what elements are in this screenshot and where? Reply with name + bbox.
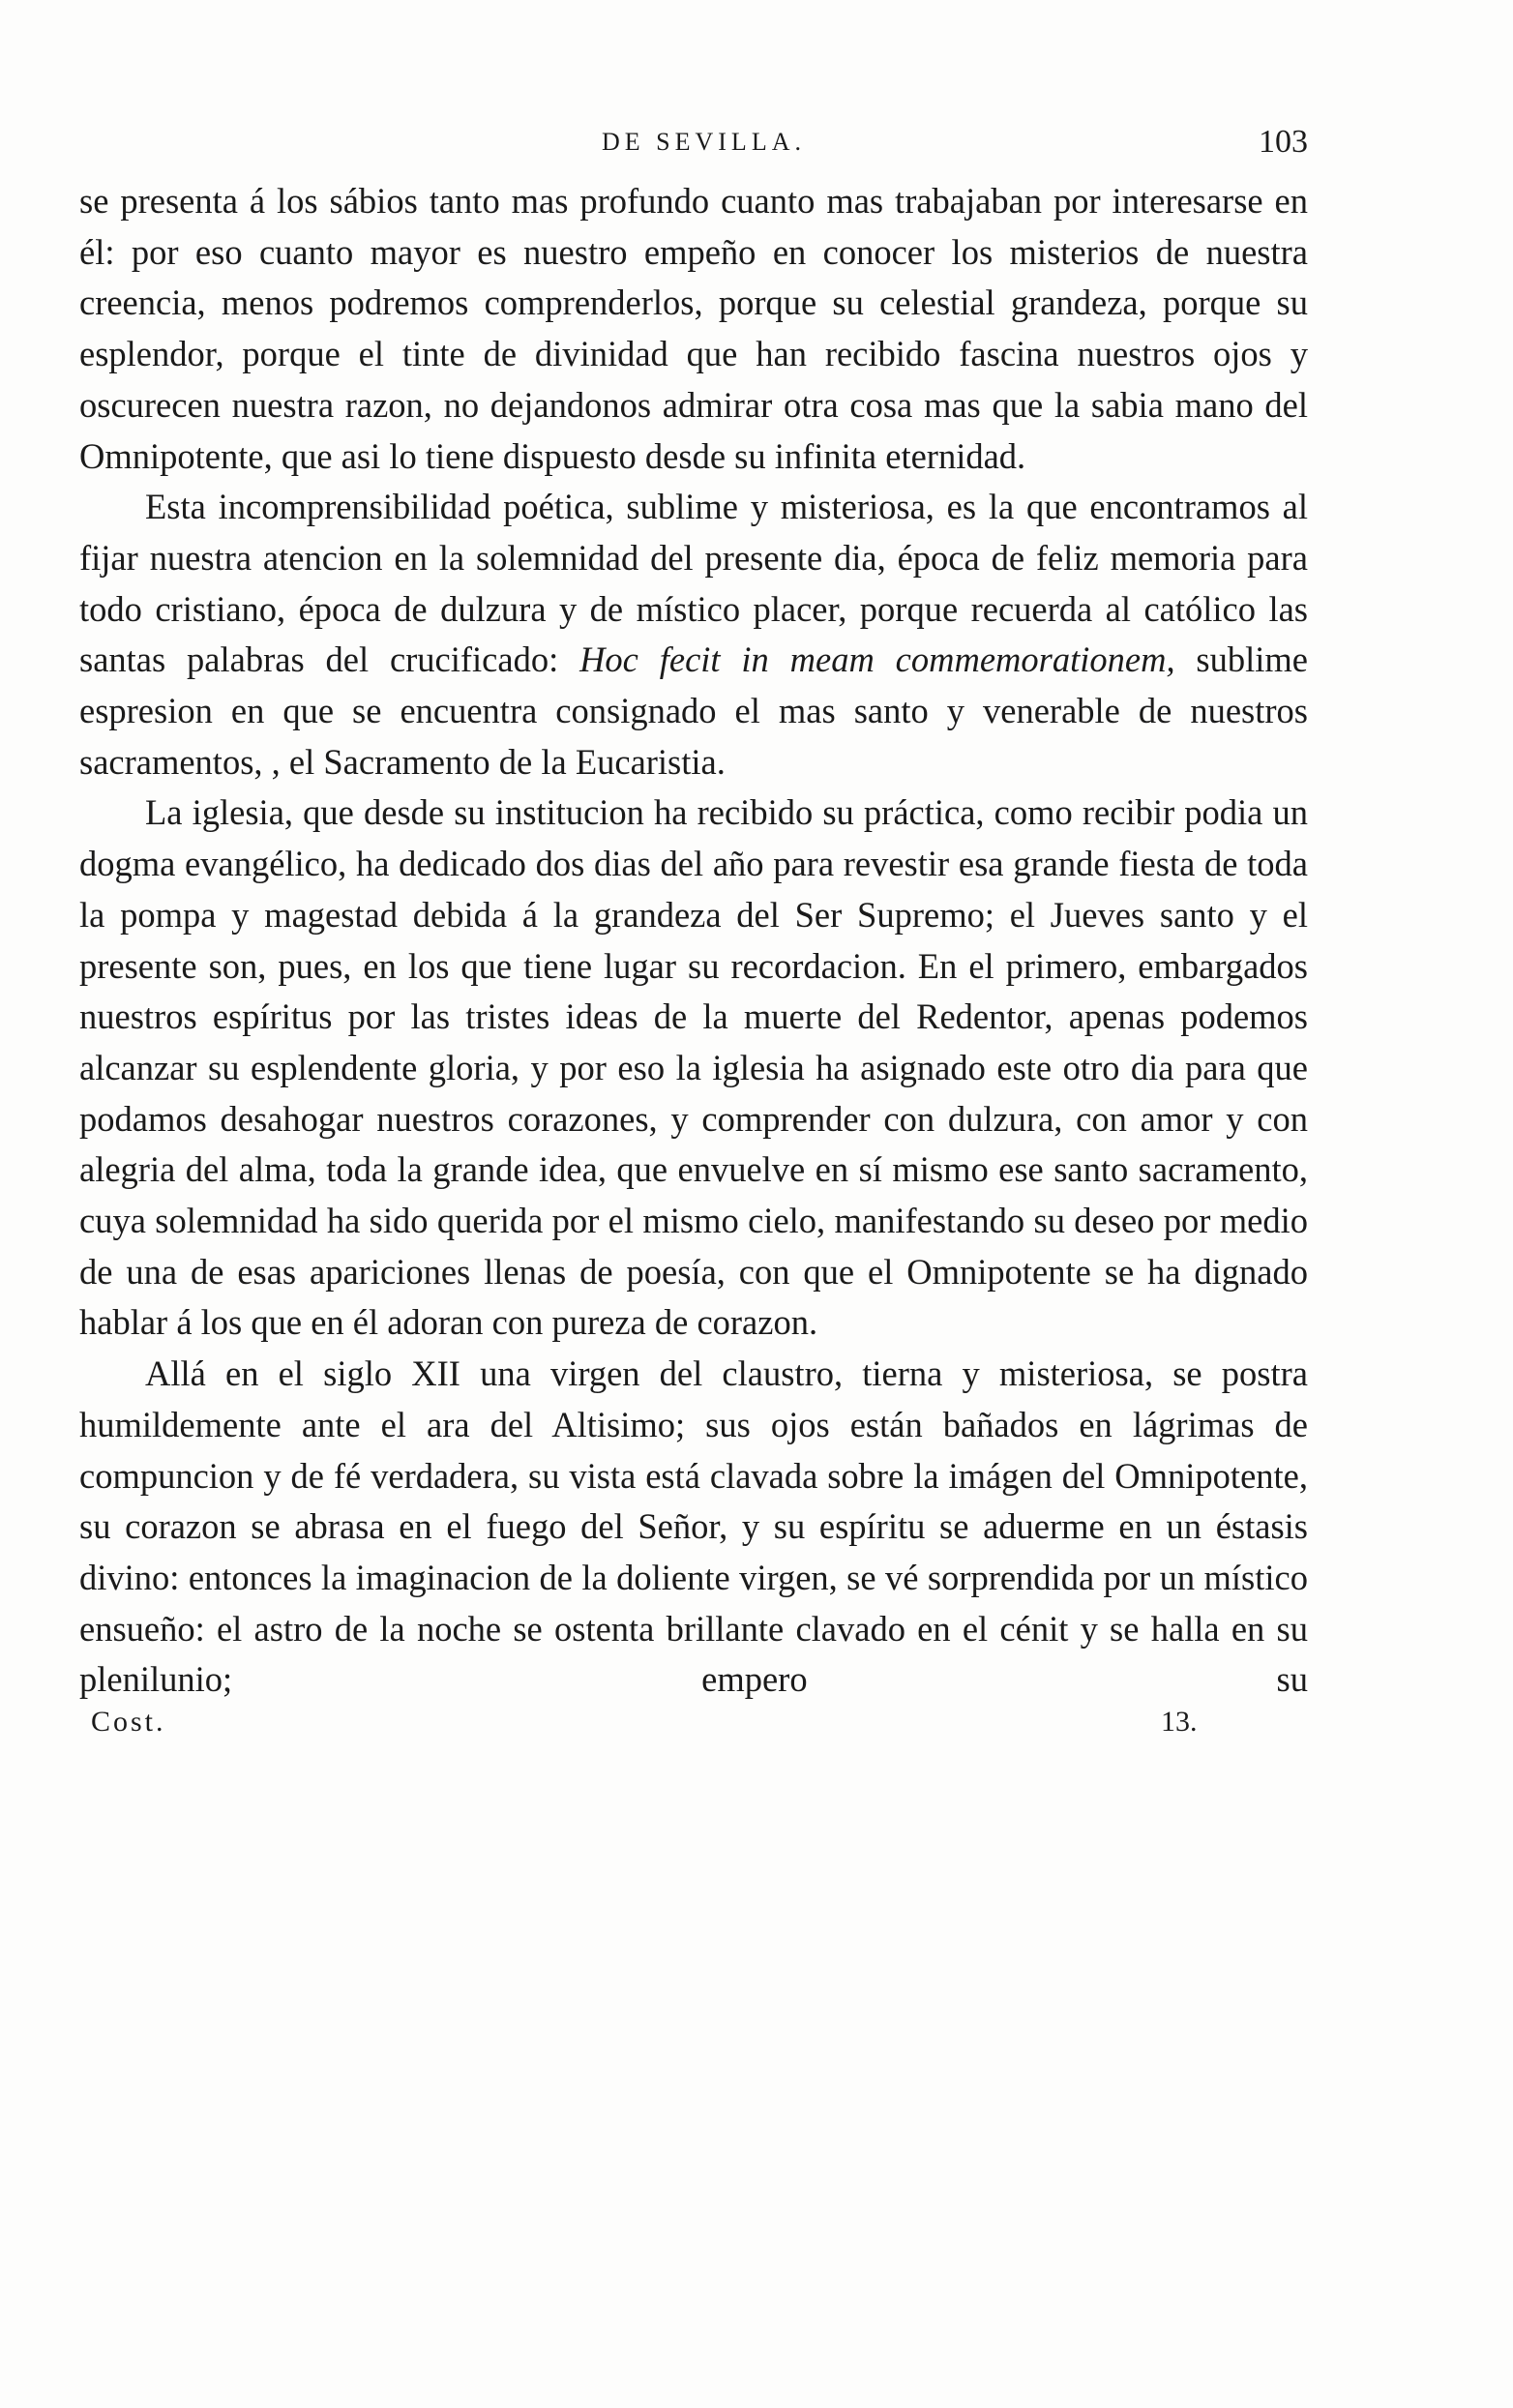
paragraph-3 (79, 788, 1308, 1349)
paragraph-1 (79, 176, 1308, 482)
paragraph-2-text-before: Esta incomprensibilidad poética, sublime y misteriosa, es la que encontramos al fijar nuestra atencion en la solemnidad del presente dia, época de feliz memoria para todo cristiano, época de dulzura y de místico placer, porque recuerda al católico las santas palabras del crucificado: (79, 487, 1308, 680)
running-head (79, 124, 1308, 170)
paragraph-2 (79, 482, 1308, 788)
signature-left: Cost. (91, 1706, 166, 1739)
running-title: DE SEVILLA. (602, 128, 806, 156)
signature-right: 13. (1161, 1706, 1198, 1739)
paragraph-2-text-after: sublime espresion en que se encuentra consignado el mas santo y venerable de nuestros sacramentos, , el Sacramento de la Eucaristia. (79, 639, 1309, 782)
paragraph-4-text: Allá en el siglo XII una virgen del claustro, tierna y misteriosa, se postra humildemente ante el ara del Altisimo; sus ojos están bañados en lágrimas de compuncion y de fé verdadera, su vista está clavada sobre la imágen del Omnipotente, su corazon se abrasa en el fuego del Señor, y su espíritu se aduerme en un éstasis divino: entonces la imaginacion de la doliente virgen, se vé sorprendida por un místico ensueño: el astro de la noche se ostenta brillante clavado en el cénit y se halla en su plenilunio; empero su (79, 1353, 1308, 1700)
body-text (79, 176, 1308, 1706)
page-footer (79, 1706, 1308, 1754)
paragraph-1-text: se presenta á los sábios tanto mas profundo cuanto mas trabajaban por interesarse en él: por eso cuanto mayor es nuestro empeño en conocer los misterios de nuestra creencia, menos podremos comprenderlos, porque su celestial grandeza, porque su esplendor, porque el tinte de divinidad que han recibido fascina nuestros ojos y oscurecen nuestra razon, no dejandonos admirar otra cosa mas que la sabia mano del Omnipotente, que asi lo tiene dispuesto desde su infinita eternidad. (79, 181, 1308, 476)
page-number: 103 (1259, 124, 1308, 160)
paragraph-3-text: La iglesia, que desde su institucion ha recibido su práctica, como recibir podia un dogma evangélico, ha dedicado dos dias del año para revestir esa grande fiesta de toda la pompa y magestad debida á la grandeza del Ser Supremo; el Jueves santo y el presente son, pues, en los que tiene lugar su recordacion. En el primero, embargados nuestros espíritus por las tristes ideas de la muerte del Redentor, apenas podemos alcanzar su esplendente gloria, y por eso la iglesia ha asignado este otro dia para que podamos desahogar nuestros corazones, y comprender con dulzura, con amor y con alegria del alma, toda la grande idea, que envuelve en sí mismo ese santo sacramento, cuya solemnidad ha sido querida por el mismo cielo, manifestando su deseo por medio de una de esas apariciones llenas de poesía, con que el Omnipotente se ha dignado hablar á los que en él adoran con pureza de corazon. (79, 792, 1308, 1343)
book-page (79, 124, 1308, 1754)
paragraph-4 (79, 1349, 1308, 1706)
latin-quote: Hoc fecit in meam commemorationem, (579, 639, 1175, 680)
